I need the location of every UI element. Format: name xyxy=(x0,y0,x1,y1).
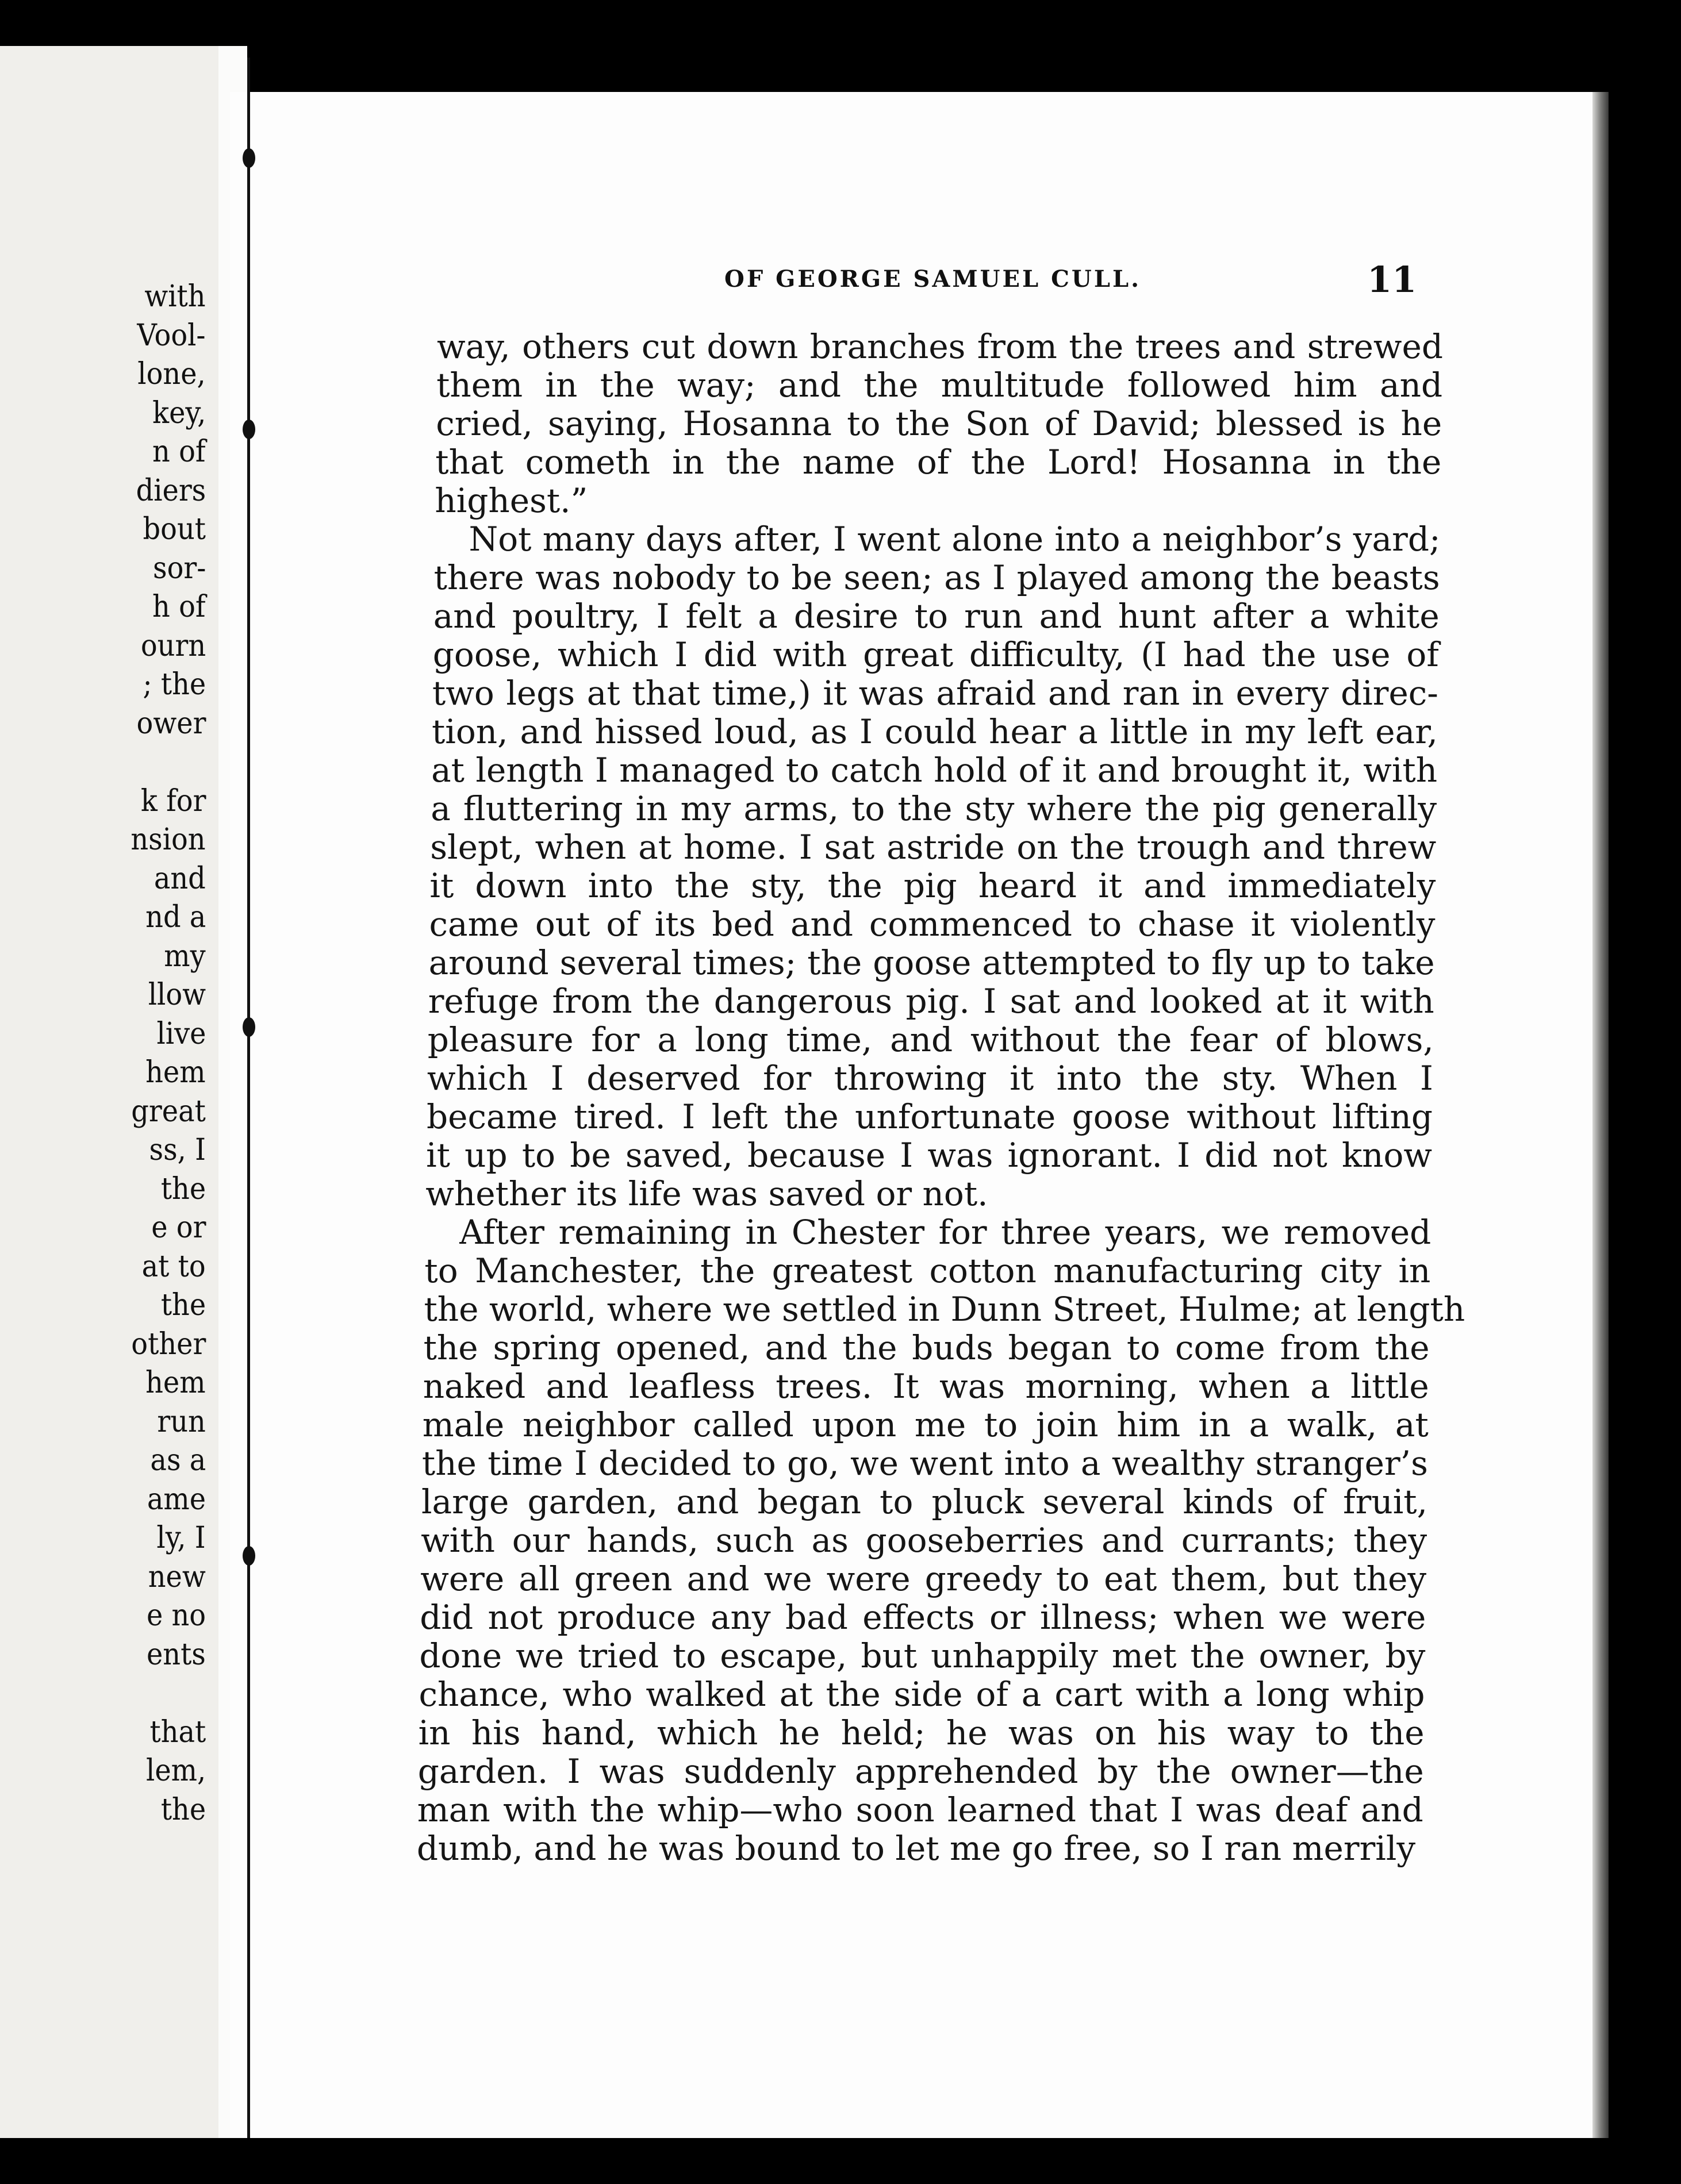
text-line: the time I decided to go, we went into a wealthy stranger’s xyxy=(421,1444,1428,1483)
text-line: goose, which I did with great difficulty, (I had the use of xyxy=(432,635,1439,674)
text-line: to Manchester, the greatest cotton manufacturing city in xyxy=(424,1251,1431,1290)
text-line: garden. I was suddenly apprehended by the owner—the xyxy=(417,1752,1424,1791)
binding-stitch-mark xyxy=(243,1546,255,1566)
text-line: came out of its bed and commenced to chase it violently xyxy=(429,905,1436,944)
left-page-line-fragment: sor- xyxy=(152,551,206,586)
page-edge-shadow xyxy=(1592,92,1609,2138)
text-line: large garden, and began to pluck several kinds of fruit, xyxy=(421,1482,1427,1521)
left-page-line-fragment: k for xyxy=(140,783,206,818)
text-line: naked and leafless trees. It was morning, when a little xyxy=(423,1367,1429,1406)
text-line: there was nobody to be seen; as I played among the beasts xyxy=(433,558,1440,597)
left-page-line-fragment: and xyxy=(154,861,206,896)
left-page-line-fragment: the xyxy=(160,1792,206,1827)
left-page-line-fragment: the xyxy=(160,1171,206,1206)
left-page-line-fragment: e or xyxy=(151,1210,206,1245)
text-line: which I deserved for throwing it into the sty. When I xyxy=(427,1059,1433,1098)
text-line: with our hands, such as gooseberries and currants; they xyxy=(421,1521,1427,1560)
text-line: a fluttering in my arms, to the sty where the pig generally xyxy=(431,789,1437,828)
text-line: slept, when at home. I sat astride on the trough and threw xyxy=(430,828,1437,867)
text-line: at length I managed to catch hold of it and brought it, with xyxy=(431,751,1438,790)
text-line: dumb, and he was bound to let me go free, so I ran merrily xyxy=(416,1829,1416,1868)
left-page-line-fragment: at to xyxy=(142,1249,206,1284)
left-page-line-fragment: diers xyxy=(136,473,206,508)
left-page-line-fragment: my xyxy=(164,939,206,974)
text-line: did not produce any bad effects or illness; when we were xyxy=(420,1598,1426,1637)
left-page-line-fragment: nsion xyxy=(131,822,206,857)
left-page-line-fragment: hem xyxy=(145,1366,206,1400)
left-page-line-fragment: the xyxy=(160,1288,206,1322)
left-page-line-fragment: e no xyxy=(146,1598,206,1633)
text-line: it down into the sty, the pig heard it and immediately xyxy=(429,866,1436,905)
left-page-line-fragment: ly, I xyxy=(156,1521,206,1555)
text-line: that cometh in the name of the Lord! Hosanna in the xyxy=(435,443,1442,482)
left-page-line-fragment: new xyxy=(148,1559,206,1594)
text-line: the world, where we settled in Dunn Street, Hulme; at length xyxy=(424,1290,1465,1329)
text-line: way, others cut down branches from the trees and strewed xyxy=(437,327,1443,366)
text-line: the spring opened, and the buds began to come from the xyxy=(423,1328,1430,1367)
text-line: highest.” xyxy=(435,481,588,520)
binding-stitch-mark xyxy=(243,148,255,168)
left-page-line-fragment: ourn xyxy=(140,628,206,663)
text-line: refuge from the dangerous pig. I sat and looked at it with xyxy=(428,982,1434,1021)
left-page-line-fragment: ame xyxy=(147,1482,206,1517)
text-line: pleasure for a long time, and without the fear of blows, xyxy=(427,1020,1434,1059)
text-line: were all green and we were greedy to eat them, but they xyxy=(420,1559,1427,1598)
text-line: tion, and hissed loud, as I could hear a little in my left ear, xyxy=(432,712,1438,751)
text-line: whether its life was saved or not. xyxy=(425,1174,988,1213)
left-page-line-fragment: lone, xyxy=(137,357,206,391)
left-page-line-fragment: ss, I xyxy=(149,1133,206,1167)
page-number: 11 xyxy=(1367,259,1417,301)
text-line: two legs at that time,) it was afraid and ran in every direc- xyxy=(432,674,1438,713)
text-line: After remaining in Chester for three years, we removed xyxy=(459,1213,1431,1252)
left-page-line-fragment: ents xyxy=(147,1637,206,1672)
left-page-line-fragment: n of xyxy=(152,435,206,469)
left-page-fragment xyxy=(0,46,218,2138)
left-page-line-fragment: great xyxy=(131,1094,206,1129)
left-page-line-fragment: lem, xyxy=(145,1754,206,1788)
left-page-line-fragment: with xyxy=(144,279,206,314)
left-page-line-fragment: key, xyxy=(152,395,206,430)
left-page-line-fragment: hem xyxy=(145,1055,206,1090)
left-page-line-fragment: as a xyxy=(150,1443,206,1478)
left-page-line-fragment: bout xyxy=(143,512,206,547)
binding-line xyxy=(247,57,250,2138)
text-line: them in the way; and the multitude followed him and xyxy=(436,366,1443,405)
left-page-line-fragment: live xyxy=(156,1016,206,1051)
text-line: in his hand, which he held; he was on his way to the xyxy=(418,1713,1425,1752)
left-page-line-fragment: ower xyxy=(136,706,206,741)
left-page-line-fragment: nd a xyxy=(145,900,206,935)
text-line: chance, who walked at the side of a cart with a long whip xyxy=(419,1675,1425,1714)
left-page-line-fragment: run xyxy=(157,1404,206,1439)
left-page-line-fragment: other xyxy=(131,1326,206,1362)
left-page-line-fragment: that xyxy=(149,1714,206,1749)
left-page-line-fragment: ; the xyxy=(143,667,206,702)
text-line: done we tried to escape, but unhappily met the owner, by xyxy=(419,1636,1426,1675)
text-line: became tired. I left the unfortunate goose without lifting xyxy=(427,1097,1433,1136)
left-page-line-fragment: Vool- xyxy=(137,318,206,353)
text-line: Not many days after, I went alone into a neighbor’s yard; xyxy=(469,520,1441,559)
text-line: man with the whip—who soon learned that I was deaf and xyxy=(417,1790,1423,1829)
running-head: OF GEORGE SAMUEL CULL. xyxy=(724,266,1141,293)
text-line: around several times; the goose attempted to fly up to take xyxy=(428,943,1435,982)
text-line: and poultry, I felt a desire to run and hunt after a white xyxy=(433,597,1440,636)
left-page-line-fragment: llow xyxy=(148,978,206,1012)
text-line: male neighbor called upon me to join him in a walk, at xyxy=(422,1405,1429,1444)
left-page-line-fragment: h of xyxy=(152,590,206,624)
binding-stitch-mark xyxy=(243,420,255,439)
text-line: cried, saying, Hosanna to the Son of David; blessed is he xyxy=(436,404,1442,443)
text-line: it up to be saved, because I was ignorant. I did not know xyxy=(426,1136,1433,1175)
binding-stitch-mark xyxy=(243,1017,255,1037)
